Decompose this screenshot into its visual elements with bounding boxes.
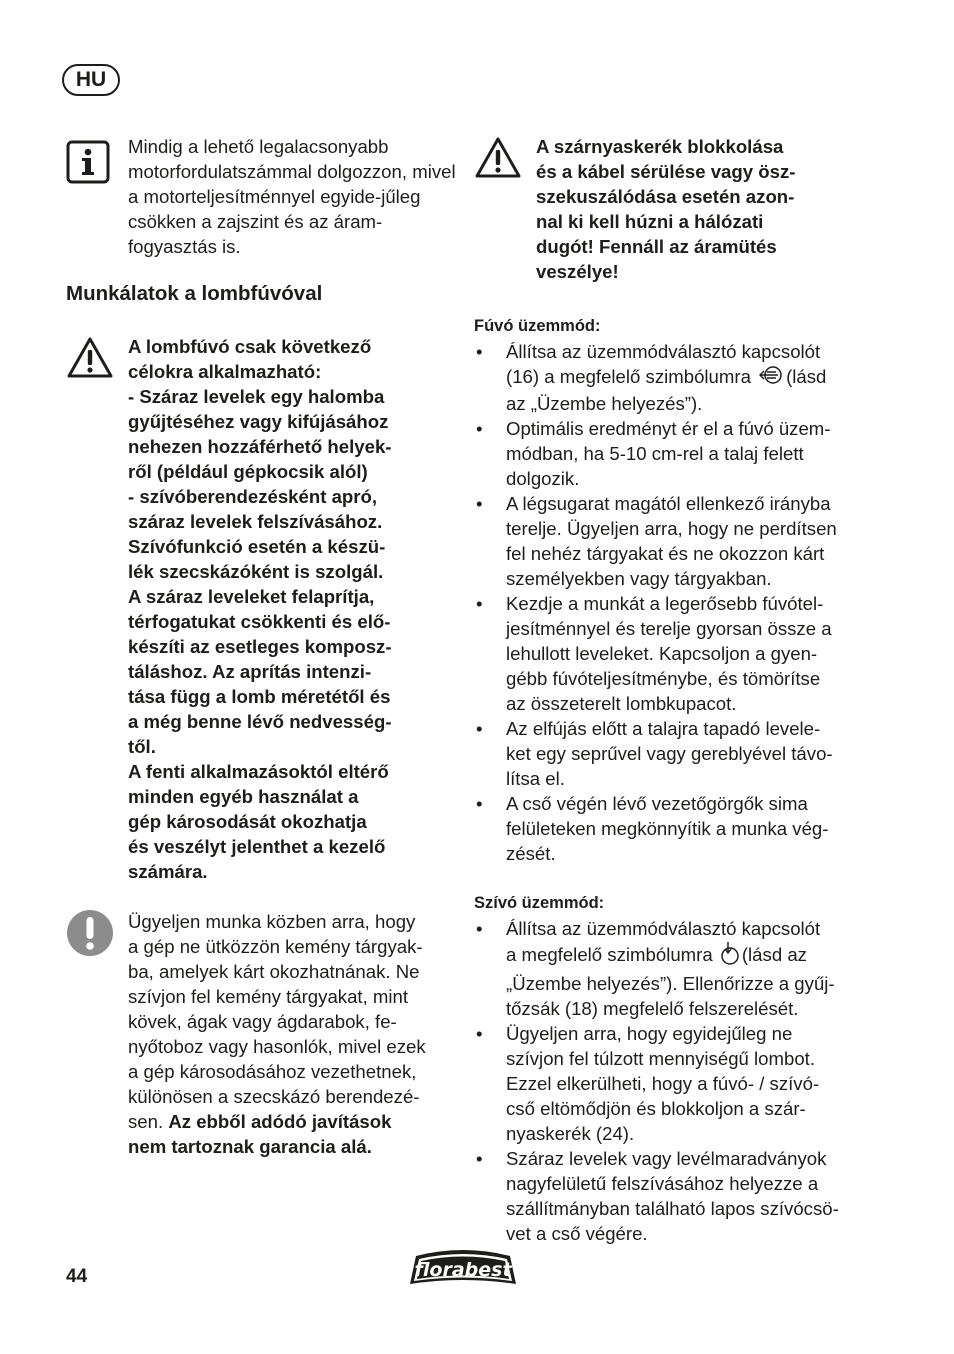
- language-badge: HU: [62, 64, 120, 96]
- list-item: • Az elfújás előtt a talajra tapadó levele- ket egy seprűvel vagy gereblyével távo- lítsa el.: [474, 716, 866, 791]
- usage-warning: [66, 334, 456, 884]
- attention-note: [66, 909, 456, 1159]
- suction-mode-heading: Szívó üzemmód:: [474, 894, 605, 913]
- info-note: [66, 134, 456, 259]
- attention-note-text: Ügyeljen munka közben arra, hogy a gép ne ütközzön kemény tárgyak- ba, amelyek kárt okozhatnának. Ne szívjon fel kemény tárgyakat, mint kövek, ágak vagy ágdarabok, fe- nyőtoboz vagy hasonlók, mivel ezek a gép károsodásához vezethetnek, különösen a szecskázó berendezé- sen. Az ebből adódó javítások nem tartoznak garancia alá.: [128, 911, 426, 1157]
- exclamation-circle-icon: [66, 909, 128, 1159]
- warning-triangle-icon: [66, 334, 128, 884]
- list-item: • Kezdje a munkát a legerősebb fúvótel- jesítménnyel és terelje gyorsan össze a lehullott leveleket. Kapcsoljon a gyen- gébb fúvóteljesítménybe, és tömörítse az összeterelt lombkupacot.: [474, 591, 866, 716]
- right-column: [474, 134, 866, 1246]
- info-icon: [66, 134, 128, 259]
- info-note-text: Mindig a lehető legalacsonyabb motorfordulatszámmal dolgozzon, mivel a motorteljesítménnyel egyide-jűleg csökken a zajszint és az áram-fogyasztás is.: [128, 136, 456, 257]
- list-item: • Állítsa az üzemmódválasztó kapcsolót a megfelelő szimbólumra (lásd az „Üzembe helyezés”). Ellenőrizze a gyűj- tőzsák (18) megfelelő felszerelését.: [474, 916, 866, 1021]
- svg-text:florabest: florabest: [414, 1259, 512, 1281]
- blow-symbol-icon: [758, 365, 784, 391]
- suction-symbol-icon: [720, 941, 740, 971]
- list-item: • Ügyeljen arra, hogy egyidejűleg ne szívjon fel túlzott mennyiségű lombot. Ezzel elkerülheti, hogy a fúvó- / szívó- cső eltömődjön és blokkoljon a szár- nyaskerék (24).: [474, 1021, 866, 1146]
- blow-mode-heading: Fúvó üzemmód:: [474, 317, 601, 335]
- impeller-warning-text: A szárnyaskerék blokkolása és a kábel sérülése vagy ösz- szekuszálódása esetén azon- nal ki kell húzni a hálózati dugót! Fennáll az áramütés veszélye!: [536, 136, 796, 282]
- list-item: • Állítsa az üzemmódválasztó kapcsolót (16) a megfelelő szimbólumra (lásd az „Üzembe helyezés”).: [474, 339, 866, 416]
- left-column: [66, 134, 456, 1159]
- brand-logo: [406, 1246, 520, 1295]
- warning-triangle-icon: [474, 134, 536, 284]
- blow-mode-list: [474, 339, 866, 866]
- page-number: 44: [66, 1266, 88, 1287]
- usage-warning-text: A lombfúvó csak következő célokra alkalmazható: - Száraz levelek egy halomba gyűjtéséhez vagy kifújásához nehezen hozzáférhető helyek- ről (például gépkocsik alól) - szívóberendezésként apró, száraz levelek felszívásához. Szívófunkció esetén a készü- lék szecskázóként is szolgál. A száraz leveleket felaprítja, térfogatukat csökkenti és elő- készíti az esetleges komposz- táláshoz. Az aprítás intenzi- tása függ a lomb méretétől és a még benne lévő nedvesség- től. A fenti alkalmazásoktól eltérő minden egyéb használat a gép károsodását okozhatja és veszélyt jelenthet a kezelő számára.: [128, 336, 392, 882]
- list-item: • Száraz levelek vagy levélmaradványok nagyfelületű felszívásához helyezze a szállítmányban található lapos szívócsö- vet a cső végére.: [474, 1146, 866, 1246]
- impeller-warning: [474, 134, 866, 284]
- list-item: • A légsugarat magától ellenkező irányba terelje. Ügyeljen arra, hogy ne perdítsen fel nehéz tárgyakat és ne okozzon kárt személyekben vagy tárgyakban.: [474, 491, 866, 591]
- list-item: • A cső végén lévő vezetőgörgők sima felületeken megkönnyítik a munka vég- zését.: [474, 791, 866, 866]
- suction-mode-list: [474, 916, 866, 1246]
- section-title: Munkálatok a lombfúvóval: [66, 282, 323, 305]
- list-item: • Optimális eredményt ér el a fúvó üzem- módban, ha 5-10 cm-rel a talaj felett dolgozik.: [474, 416, 866, 491]
